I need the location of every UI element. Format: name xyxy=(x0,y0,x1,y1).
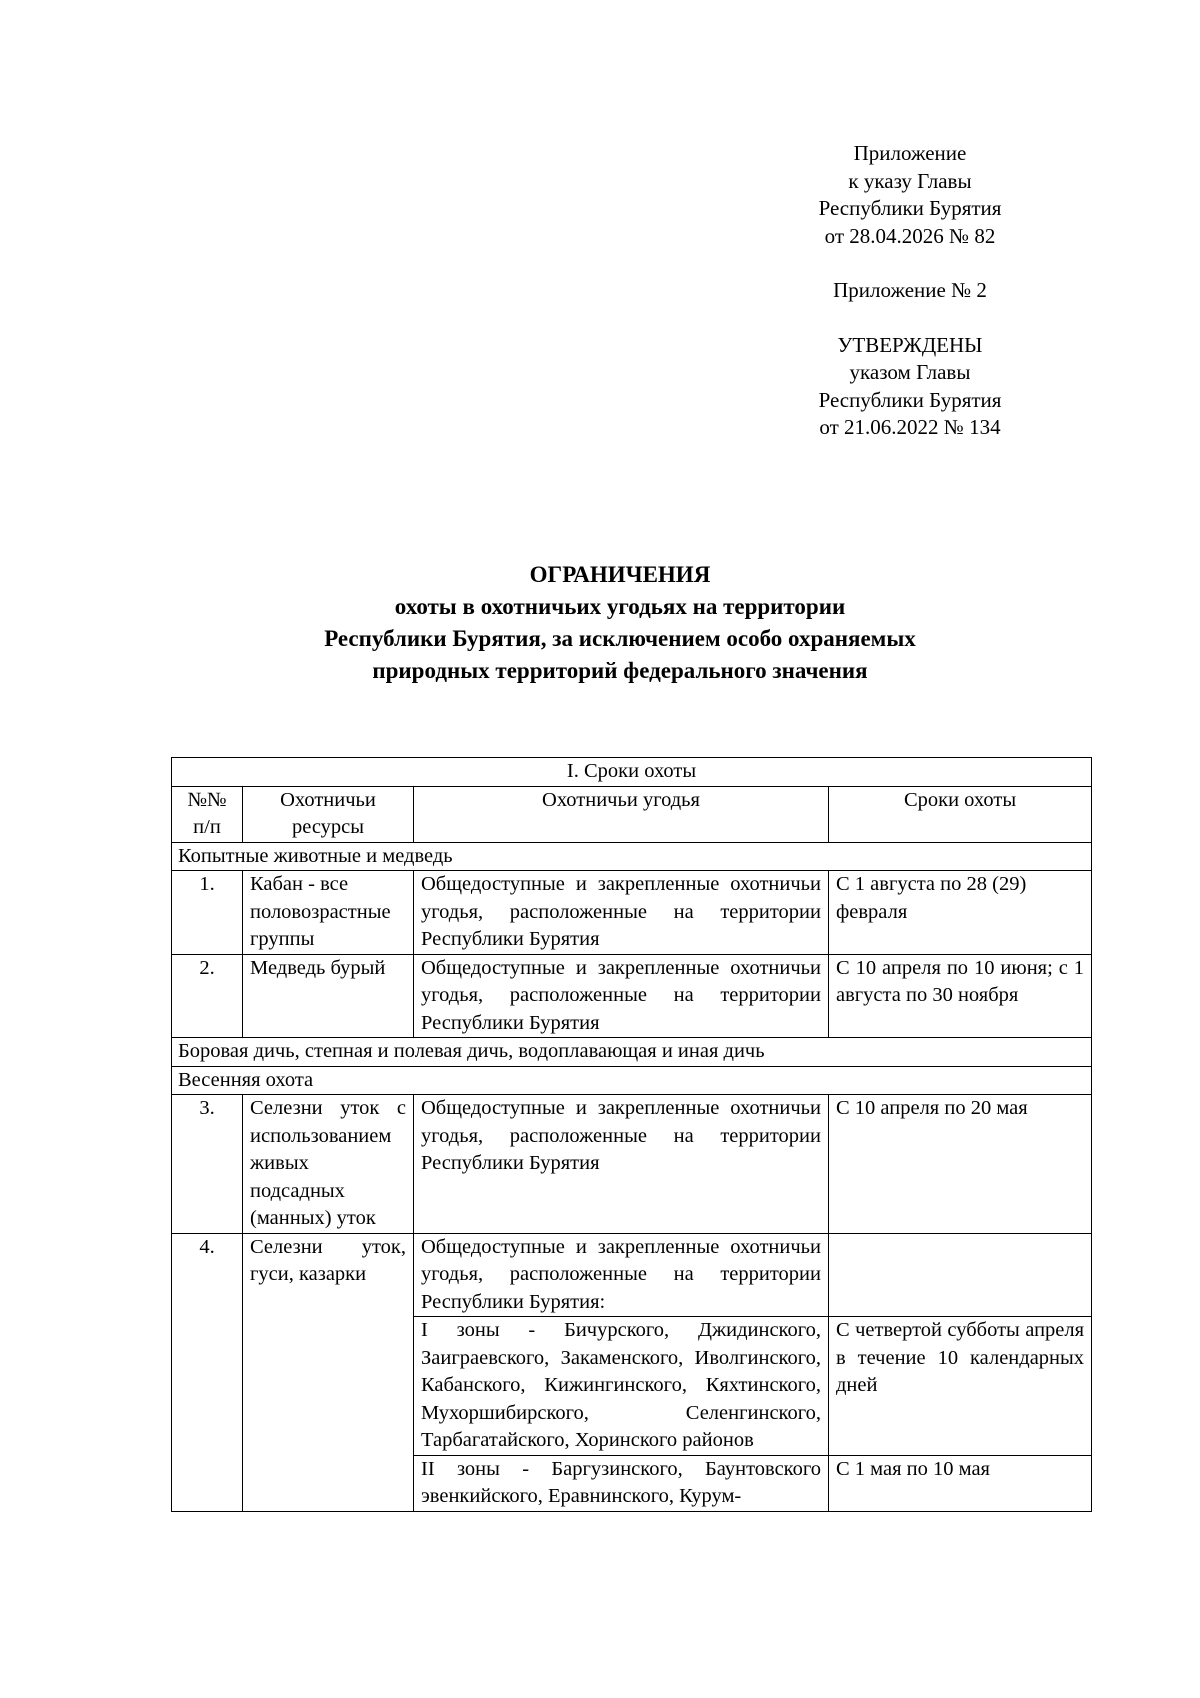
row-grounds: Общедоступные и закрепленные охотничьи угодья, расположенные на территории Республики Бурятия: xyxy=(414,1233,829,1317)
row-period: С 10 апреля по 10 июня; с 1 августа по 30 ноября xyxy=(829,954,1092,1038)
approval-block xyxy=(790,140,1030,442)
group-label: Боровая дичь, степная и полевая дичь, водоплавающая и иная дичь xyxy=(172,1038,1092,1067)
group-row xyxy=(172,1038,1092,1067)
document-title xyxy=(160,559,1080,687)
appendix-line-1: Приложение xyxy=(853,141,967,165)
section-title: I. Сроки охоты xyxy=(172,758,1092,787)
row-number: 1. xyxy=(172,871,243,955)
title-line-1: ОГРАНИЧЕНИЯ xyxy=(529,562,711,587)
zone2-grounds: II зоны - Баргузинского, Баунтовского эвенкийского, Еравнинского, Курум- xyxy=(414,1455,829,1511)
table-row xyxy=(172,871,1092,955)
hunting-periods-table xyxy=(171,757,1092,1512)
section-row xyxy=(172,758,1092,787)
row-grounds: Общедоступные и закрепленные охотничьи угодья, расположенные на территории Республики Бурятия xyxy=(414,1095,829,1234)
header-num: №№ п/п xyxy=(172,786,243,842)
header-resources: Охотничьи ресурсы xyxy=(243,786,414,842)
zone1-grounds: I зоны - Бичурского, Джидинского, Заиграевского, Закаменского, Иволгинского, Кабанского, Кижингинского, Кяхтинского, Мухоршибирского, Селенгинского, Тарбагатайского, Хоринского районов xyxy=(414,1317,829,1456)
approved-line-4: от 21.06.2022 № 134 xyxy=(819,415,1001,439)
row-resource: Медведь бурый xyxy=(243,954,414,1038)
approved-line-3: Республики Бурятия xyxy=(818,387,1002,412)
zone1-period: С четвертой субботы апреля в течение 10 календарных дней xyxy=(829,1317,1092,1456)
table-row xyxy=(172,954,1092,1038)
approved-line-2: указом Главы xyxy=(849,360,971,384)
header-grounds: Охотничьи угодья xyxy=(414,786,829,842)
row-period: С 1 августа по 28 (29) февраля xyxy=(829,871,1092,955)
row-number: 4. xyxy=(172,1233,243,1511)
row-period: С 10 апреля по 20 мая xyxy=(829,1095,1092,1234)
group-row xyxy=(172,1066,1092,1095)
row-grounds: Общедоступные и закрепленные охотничьи угодья, расположенные на территории Республики Бурятия xyxy=(414,871,829,955)
row-period xyxy=(829,1233,1092,1317)
title-line-3: Республики Бурятия, за исключением особо охраняемых xyxy=(324,626,916,651)
header-periods: Сроки охоты xyxy=(829,786,1092,842)
row-number: 2. xyxy=(172,954,243,1038)
table-row xyxy=(172,1233,1092,1317)
appendix-number: Приложение № 2 xyxy=(833,278,987,302)
row-resource: Кабан - все половозрастные группы xyxy=(243,871,414,955)
row-resource: Селезни уток, гуси, казарки xyxy=(243,1233,414,1511)
group-row xyxy=(172,842,1092,871)
title-line-2: охоты в охотничьих угодьях на территории xyxy=(394,594,846,619)
row-grounds: Общедоступные и закрепленные охотничьи угодья, расположенные на территории Республики Бурятия xyxy=(414,954,829,1038)
header-row xyxy=(172,786,1092,842)
group-label: Весенняя охота xyxy=(172,1066,1092,1095)
zone2-period: С 1 мая по 10 мая xyxy=(829,1455,1092,1511)
appendix-line-3: Республики Бурятия xyxy=(818,196,1002,220)
title-line-4: природных территорий федерального значения xyxy=(372,658,868,683)
appendix-line-4: от 28.04.2026 № 82 xyxy=(824,223,996,248)
appendix-line-2: к указу Главы xyxy=(848,168,972,193)
table-row xyxy=(172,1095,1092,1234)
group-label: Копытные животные и медведь xyxy=(172,842,1092,871)
row-number: 3. xyxy=(172,1095,243,1234)
approved-line-1: УТВЕРЖДЕНЫ xyxy=(837,332,983,357)
row-resource: Селезни уток с использованием живых подсадных (манных) уток xyxy=(243,1095,414,1234)
